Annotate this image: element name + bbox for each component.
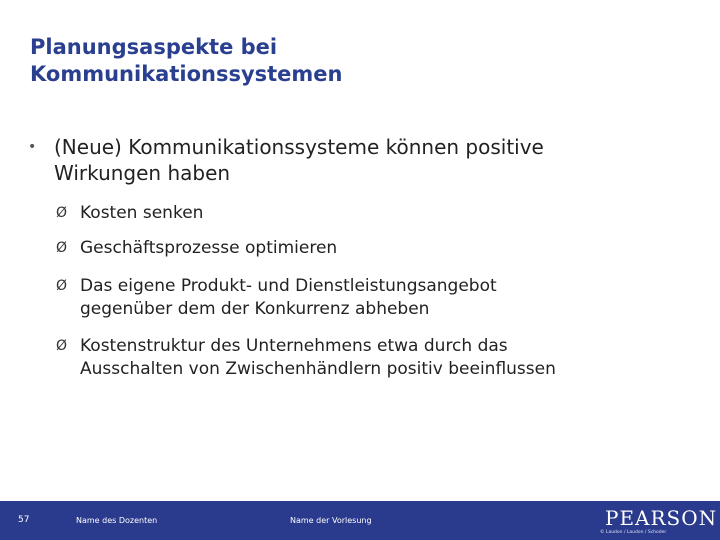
- footer-bar: [0, 501, 720, 540]
- sub-bullet-item: [56, 237, 696, 260]
- sub-bullet-line: Geschäftsprozesse optimieren: [80, 238, 338, 258]
- bullet-dot-icon: •: [28, 139, 37, 155]
- lecturer-name: Name des Dozenten: [76, 516, 158, 525]
- main-bullet-text: [54, 134, 688, 186]
- sub-bullet-line: Das eigene Produkt- und Dienstleistungsangebot: [80, 276, 497, 296]
- arrow-bullet-icon: Ø: [56, 278, 68, 294]
- sub-bullet-line: Kosten senken: [80, 203, 204, 223]
- title-line-2: Kommunikationssystemen: [30, 62, 343, 86]
- arrow-bullet-icon: Ø: [56, 240, 68, 256]
- lecture-name: Name der Vorlesung: [290, 516, 372, 525]
- page-number: 57: [18, 515, 30, 525]
- main-bullet-line-1: (Neue) Kommunikationssysteme können positive: [54, 135, 544, 159]
- sub-bullet-line: Kostenstruktur des Unternehmens etwa durch das: [80, 336, 508, 356]
- arrow-bullet-icon: Ø: [56, 205, 68, 221]
- title-line-1: Planungsaspekte bei: [30, 35, 278, 59]
- pearson-logo: PEARSON: [605, 506, 718, 530]
- sub-bullet-item: [56, 202, 696, 225]
- sub-bullet-item: [56, 275, 696, 321]
- main-bullet: [28, 134, 688, 186]
- sub-bullet-item: [56, 335, 696, 381]
- main-bullet-line-2: Wirkungen haben: [54, 161, 231, 185]
- slide-title: [30, 34, 670, 88]
- copyright-notice: © Laudon / Laudon / Schoder: [600, 530, 667, 535]
- sub-bullet-line: Ausschalten von Zwischenhändlern positiv beeinflussen: [80, 359, 556, 379]
- arrow-bullet-icon: Ø: [56, 338, 68, 354]
- sub-bullet-line: gegenüber dem der Konkurrenz abheben: [80, 299, 430, 319]
